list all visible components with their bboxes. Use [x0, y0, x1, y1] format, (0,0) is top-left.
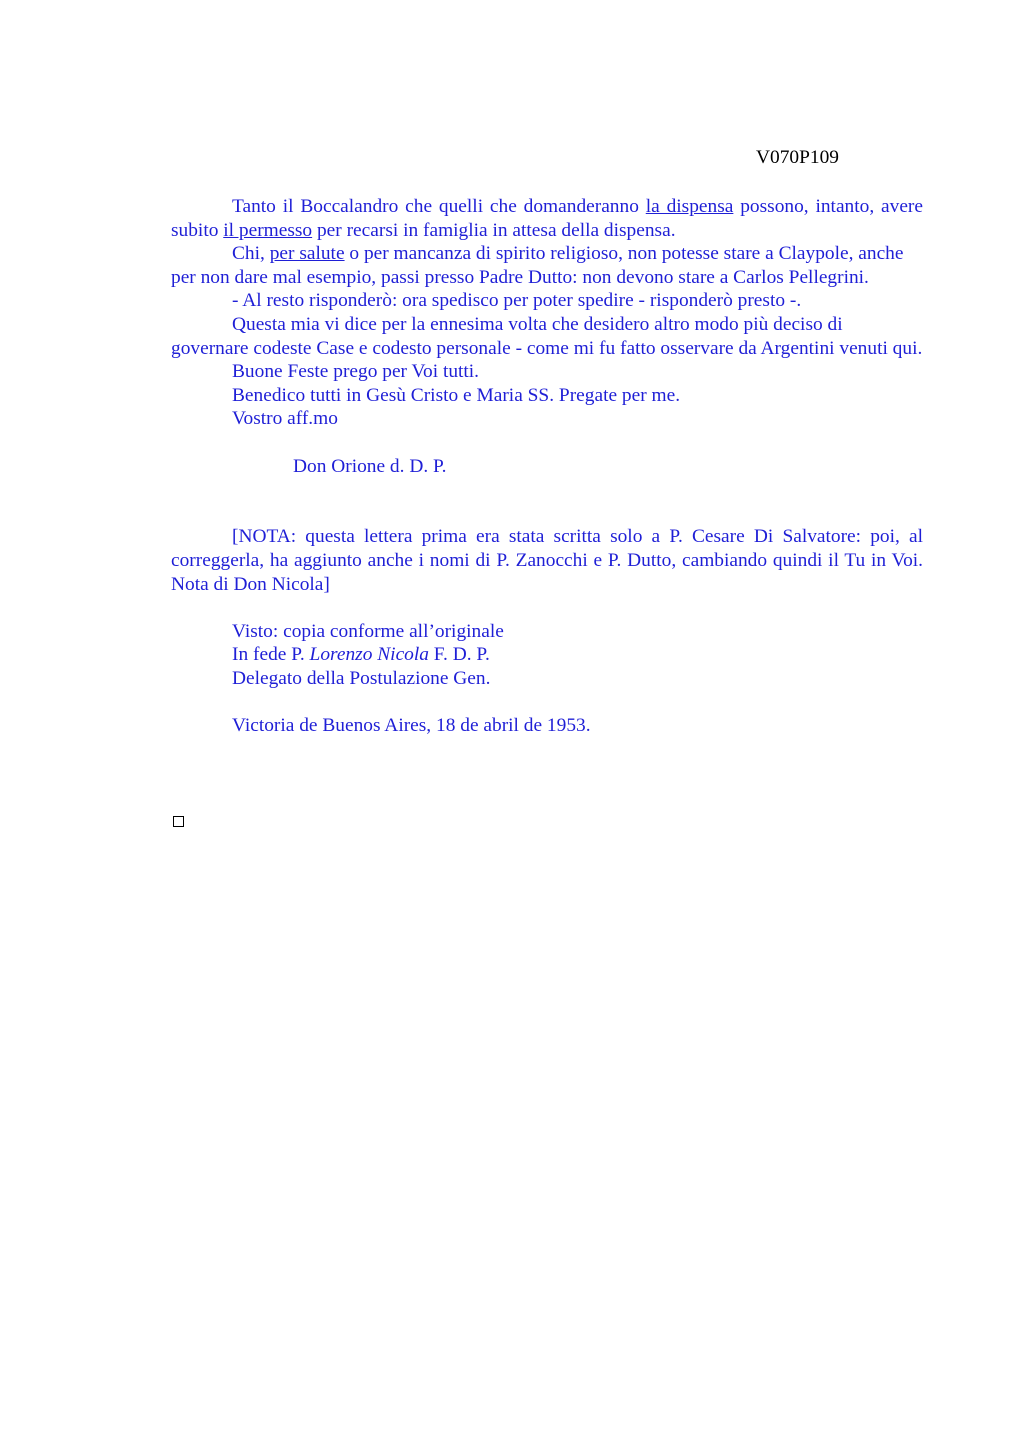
in-fede-text: In fede P.: [232, 644, 310, 666]
blank-line: [171, 596, 923, 620]
letter-body: [171, 195, 923, 738]
paragraph-text: o per mancanza di spirito religioso, non potesse stare a Claypole, anche per non dare mal esempio, passi presso Padre Dutto: non devono stare a Carlos Pellegrini.: [171, 243, 904, 288]
paragraph-text: possono, intanto, avere subito: [171, 196, 923, 241]
document-id: V070P109: [756, 147, 839, 168]
paragraph-feste: Buone Feste prego per Voi tutti.: [232, 361, 480, 383]
blank-line: [171, 690, 923, 714]
paragraph-benedizione: Benedico tutti in Gesù Cristo e Maria SS. Pregate per me.: [232, 384, 681, 406]
paragraph-closing: Vostro aff.mo: [232, 408, 338, 430]
editor-note: [NOTA: questa lettera prima era stata scritta solo a P. Cesare Di Salvatore: poi, al correggerla, ha aggiunto anche i nomi di P. Zanocchi e P. Dutto, cambiando quindi il Tu in Voi. Nota di Don Nicola]: [171, 526, 923, 595]
paragraph-text: Chi,: [232, 243, 270, 265]
blank-line: [171, 431, 923, 455]
delegate-name: Lorenzo Nicola: [309, 644, 429, 666]
delegato-line: Delegato della Postulazione Gen.: [232, 667, 491, 689]
paragraph-risposta: - Al resto risponderò: ora spedisco per poter spedire - risponderò presto -.: [232, 290, 802, 312]
visto-line: Visto: copia conforme all’originale: [232, 620, 504, 642]
underlined-text: la dispensa: [645, 196, 734, 217]
paragraph-text: per recarsi in famiglia in attesa della dispensa.: [312, 219, 676, 241]
paragraph-salute: [171, 242, 923, 289]
in-fede-line: [171, 643, 923, 667]
empty-square-icon: [173, 816, 184, 827]
blank-line: [171, 478, 923, 502]
underlined-text: il permesso: [223, 219, 313, 241]
in-fede-text: F. D. P.: [428, 644, 490, 666]
underlined-text: per salute: [269, 243, 345, 265]
signature: Don Orione d. D. P.: [293, 455, 447, 477]
place-date-line: Victoria de Buenos Aires, 18 de abril de 1953.: [232, 715, 591, 737]
blank-line: [171, 502, 923, 526]
paragraph-text: Tanto il Boccalandro che quelli che domanderanno: [232, 196, 646, 217]
paragraph-dispensa: [171, 195, 923, 242]
paragraph-governo: Questa mia vi dice per la ennesima volta che desidero altro modo più deciso di governare codeste Case e codesto personale - come mi fu fatto osservare da Argentini venuti qui.: [171, 313, 923, 359]
